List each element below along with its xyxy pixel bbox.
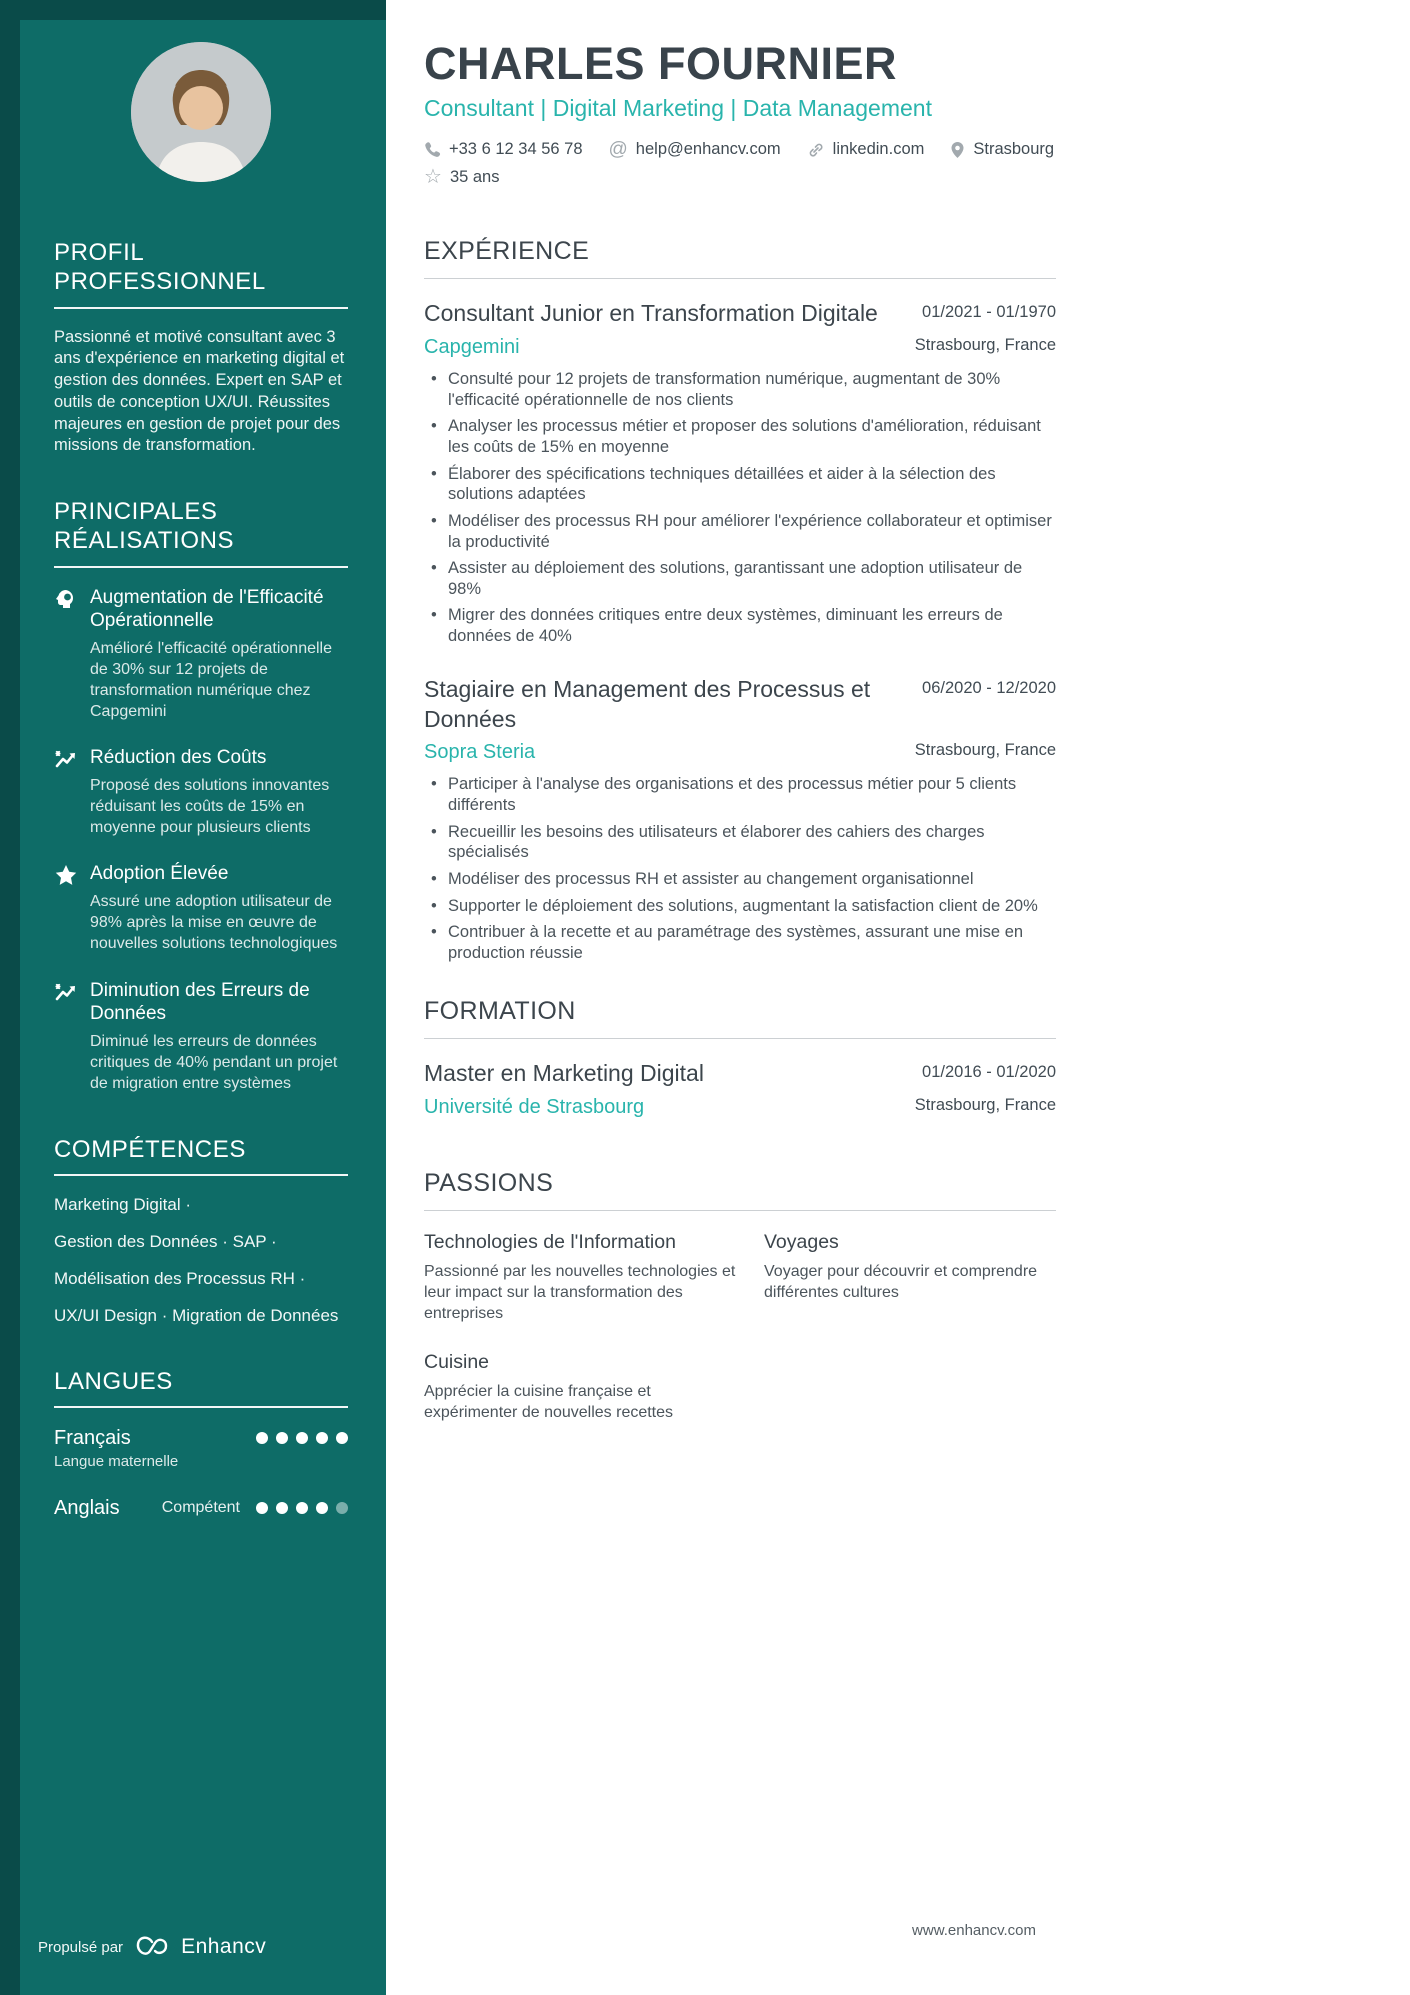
email-contact[interactable] xyxy=(609,140,781,159)
job-bullet: • Recueillir les besoins des utilisateurs et élaborer des cahiers des charges spécialisés xyxy=(424,822,1056,863)
achievement-title: Augmentation de l'Efficacité Opérationnelle xyxy=(90,586,324,632)
job-company: Sopra Steria xyxy=(424,741,536,764)
trend-arrow-icon xyxy=(54,979,90,1095)
achievements-section xyxy=(54,497,348,1094)
language-proficiency-dots xyxy=(256,1426,348,1444)
language-name: Français xyxy=(54,1427,131,1450)
languages-heading: LANGUES xyxy=(54,1367,348,1408)
skill-line: Gestion des Données · SAP · xyxy=(54,1231,277,1251)
age-row xyxy=(424,167,1056,187)
enhancv-logo-icon[interactable] xyxy=(135,1935,169,1959)
achievement-text: Amélioré l'efficacité opérationnelle de 30% sur 12 projets de transformation numérique chez Capgemini xyxy=(90,640,333,720)
language-proficiency-dots xyxy=(256,1496,348,1514)
job-location: Strasbourg, France xyxy=(914,336,1056,355)
star-icon xyxy=(54,862,90,954)
location-contact xyxy=(950,140,1054,159)
language-level: Compétent xyxy=(161,1499,240,1517)
job-date-range: 01/2021 - 01/1970 xyxy=(922,303,1056,322)
location-icon xyxy=(950,141,965,159)
main-column xyxy=(424,0,1056,1449)
proficiency-dot xyxy=(336,1432,348,1444)
school-location: Strasbourg, France xyxy=(914,1096,1056,1115)
achievement-item xyxy=(54,862,348,954)
achievement-item xyxy=(54,586,348,723)
achievement-text: Diminué les erreurs de données critiques de 40% pendant un projet de migration entre systèmes xyxy=(90,1033,338,1092)
site-url[interactable]: www.enhancv.com xyxy=(912,1922,1036,1939)
job-location: Strasbourg, France xyxy=(914,741,1056,760)
passion-text: Apprécier la cuisine française et expérimenter de nouvelles recettes xyxy=(424,1382,674,1421)
proficiency-dot xyxy=(256,1432,268,1444)
email-address: help@enhancv.com xyxy=(635,140,781,159)
proficiency-dot xyxy=(316,1502,328,1514)
skill-line: Marketing Digital · xyxy=(54,1194,191,1214)
formation-heading: FORMATION xyxy=(424,997,1056,1039)
profile-heading: PROFIL PROFESSIONNEL xyxy=(54,238,348,309)
avatar xyxy=(131,42,271,182)
skills-section xyxy=(54,1135,348,1328)
job-bullet-list xyxy=(424,369,1056,647)
proficiency-dot xyxy=(256,1502,268,1514)
skill-line: Modélisation des Processus RH · xyxy=(54,1268,306,1288)
job-bullet: • Élaborer des spécifications techniques détaillées et aider à la sélection des solutions adaptées xyxy=(424,464,1056,505)
proficiency-dot xyxy=(296,1432,308,1444)
link-icon xyxy=(807,141,825,159)
trend-arrow-icon xyxy=(54,746,90,838)
enhancv-wordmark[interactable]: Enhancv xyxy=(181,1935,267,1958)
phone-contact[interactable] xyxy=(424,140,583,159)
job-entry xyxy=(424,299,1056,646)
passion-text: Voyager pour découvrir et comprendre différentes cultures xyxy=(764,1263,1038,1302)
passion-title: Voyages xyxy=(764,1231,839,1254)
degree-title: Master en Marketing Digital xyxy=(424,1060,704,1087)
achievement-text: Assuré une adoption utilisateur de 98% après la mise en œuvre de nouvelles solutions technologiques xyxy=(90,893,338,952)
achievement-title: Diminution des Erreurs de Données xyxy=(90,979,310,1025)
star-outline-icon: ☆ xyxy=(424,166,442,189)
languages-section xyxy=(54,1367,348,1520)
job-date-range: 06/2020 - 12/2020 xyxy=(922,678,1056,697)
linkedin-url: linkedin.com xyxy=(832,140,925,159)
job-bullet-list xyxy=(424,774,1056,963)
passion-item xyxy=(764,1231,1056,1304)
candidate-name: CHARLES FOURNIER xyxy=(424,38,898,89)
profile-text: Passionné et motivé consultant avec 3 ans d'expérience en marketing digital et gestion des données. Expert en SAP et outils de conception UX/UI. Réussites majeures en gestion de projet pour des missions de transformation. xyxy=(54,327,345,455)
passion-item xyxy=(424,1351,740,1424)
achievements-heading: PRINCIPALES RÉALISATIONS xyxy=(54,497,348,568)
job-bullet: • Supporter le déploiement des solutions, augmentant la satisfaction client de 20% xyxy=(424,896,1056,917)
proficiency-dot xyxy=(316,1432,328,1444)
achievement-title: Réduction des Coûts xyxy=(90,747,267,769)
job-bullet: • Consulté pour 12 projets de transformation numérique, augmentant de 30% l'efficacité opérationnelle de nos clients xyxy=(424,369,1056,410)
degree-date-range: 01/2016 - 01/2020 xyxy=(922,1063,1056,1082)
job-bullet: • Analyser les processus métier et proposer des solutions d'amélioration, réduisant les coûts de 15% en moyenne xyxy=(424,416,1056,457)
achievement-item xyxy=(54,746,348,838)
passion-title: Cuisine xyxy=(424,1350,490,1373)
linkedin-contact[interactable] xyxy=(807,140,925,159)
phone-icon xyxy=(424,141,441,158)
job-bullet: • Contribuer à la recette et au paramétrage des systèmes, assurant une mise en production réussie xyxy=(424,922,1056,963)
job-title: Stagiaire en Management des Processus et Données xyxy=(424,675,871,732)
job-bullet: • Assister au déploiement des solutions, garantissant une adoption utilisateur de 98% xyxy=(424,558,1056,599)
job-company: Capgemini xyxy=(424,336,520,359)
language-level: Langue maternelle xyxy=(54,1453,179,1471)
passions-heading: PASSIONS xyxy=(424,1169,1056,1211)
skills-heading: COMPÉTENCES xyxy=(54,1135,348,1176)
profile-section xyxy=(54,238,348,457)
formation-section xyxy=(424,997,1056,1119)
job-bullet: • Modéliser des processus RH et assister au changement organisationnel xyxy=(424,869,1056,890)
proficiency-dot xyxy=(336,1502,348,1514)
school-name: Université de Strasbourg xyxy=(424,1096,645,1119)
job-title: Consultant Junior en Transformation Digitale xyxy=(424,300,878,327)
phone-number: +33 6 12 34 56 78 xyxy=(449,140,583,159)
passion-item xyxy=(424,1231,740,1324)
age-text: 35 ans xyxy=(449,167,500,186)
proficiency-dot xyxy=(276,1502,288,1514)
experience-section xyxy=(424,237,1056,963)
language-row xyxy=(54,1426,348,1470)
passion-title: Technologies de l'Information xyxy=(424,1231,676,1254)
passions-section xyxy=(424,1169,1056,1449)
candidate-title: Consultant | Digital Marketing | Data Management xyxy=(424,95,932,122)
achievement-text: Proposé des solutions innovantes réduisant les coûts de 15% en moyenne pour plusieurs clients xyxy=(90,777,330,836)
language-row xyxy=(54,1496,348,1520)
age-item xyxy=(424,167,499,187)
job-bullet: • Participer à l'analyse des organisations et des processus métier pour 5 clients différents xyxy=(424,774,1056,815)
skill-line: UX/UI Design · Migration de Données xyxy=(54,1306,339,1326)
sidebar xyxy=(0,0,386,1995)
achievement-item xyxy=(54,979,348,1095)
passion-text: Passionné par les nouvelles technologies et leur impact sur la transformation des entreprises xyxy=(424,1263,736,1322)
proficiency-dot xyxy=(276,1432,288,1444)
at-icon: @ xyxy=(608,139,628,161)
location-text: Strasbourg xyxy=(973,140,1055,159)
powered-by-footer xyxy=(38,1935,266,1959)
job-bullet: • Modéliser des processus RH pour améliorer l'expérience collaborateur et optimiser la productivité xyxy=(424,511,1056,552)
language-name: Anglais xyxy=(54,1497,120,1520)
job-bullet: • Migrer des données critiques entre deux systèmes, diminuant les erreurs de données de 40% xyxy=(424,605,1056,646)
achievement-title: Adoption Élevée xyxy=(90,863,229,885)
proficiency-dot xyxy=(296,1502,308,1514)
avatar-photo-placeholder xyxy=(131,42,271,182)
mind-icon xyxy=(54,586,90,723)
contact-row xyxy=(424,140,1056,159)
powered-by-label: Propulsé par xyxy=(38,1938,124,1956)
job-entry xyxy=(424,675,1056,964)
experience-heading: EXPÉRIENCE xyxy=(424,237,1056,279)
